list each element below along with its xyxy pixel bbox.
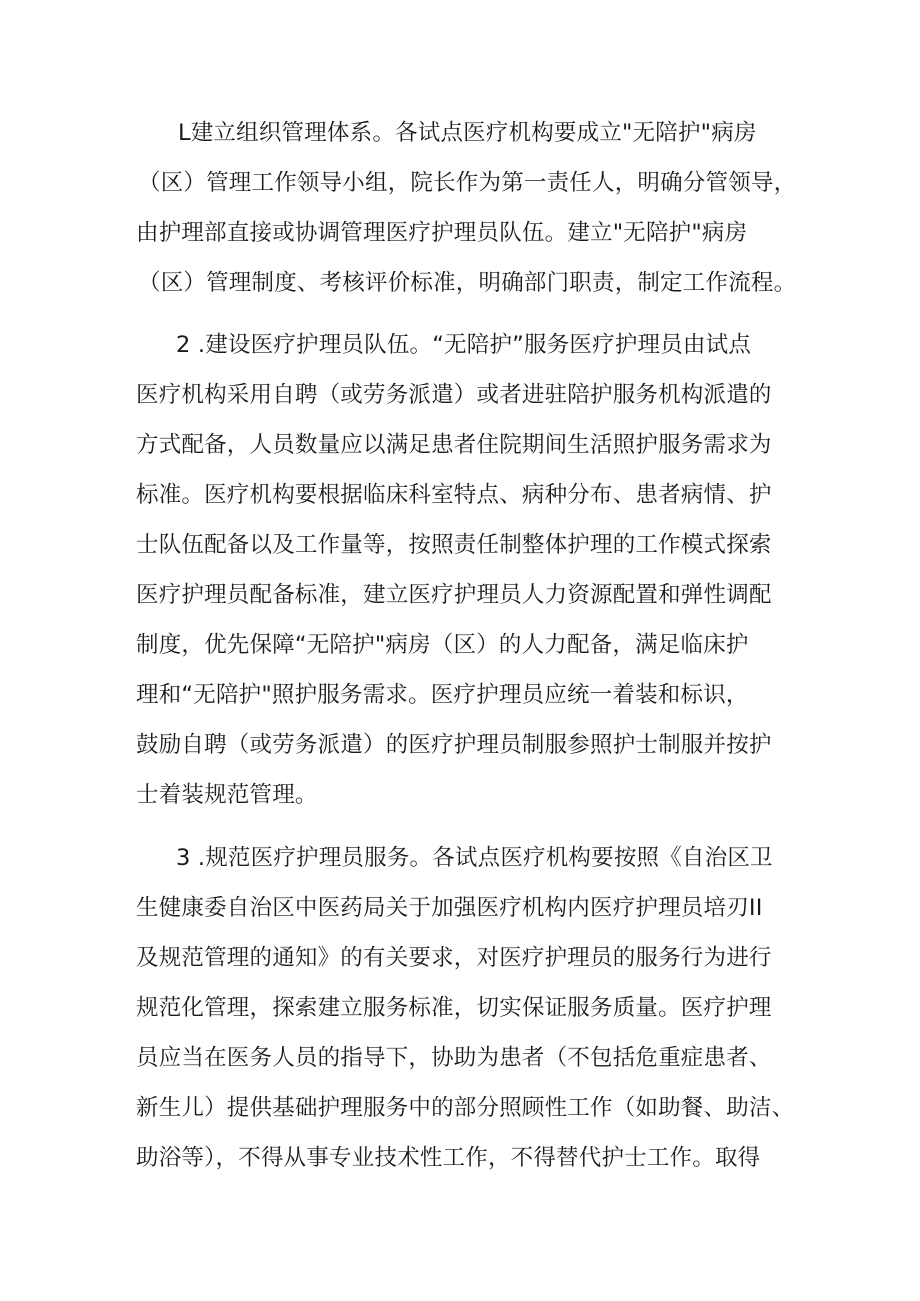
text-line: （区）管理制度、考核评价标准，明确部门职责，制定工作流程。 bbox=[138, 270, 797, 296]
text-line: 标准。医疗机构要根据临床科室特点、病种分布、患者病情、护 bbox=[136, 482, 772, 508]
text-line: 士队伍配备以及工作量等，按照责任制整体护理的工作模式探索 bbox=[136, 532, 772, 558]
text-line: 医疗机构采用自聘（或劳务派遣）或者进驻陪护服务机构派遣的 bbox=[136, 382, 772, 408]
text-line: 3 .规范医疗护理员服务。各试点医疗机构要按照《自治区卫 bbox=[176, 845, 773, 871]
text-line: 理和“无陪护"照护服务需求。医疗护理员应统一着装和标识， bbox=[136, 682, 749, 708]
text-line: L建立组织管理体系。各试点医疗机构要成立"无陪护"病房 bbox=[178, 120, 757, 146]
text-line: 医疗护理员配备标准，建立医疗护理员人力资源配置和弹性调配 bbox=[136, 582, 772, 608]
text-line: 士着装规范管理。 bbox=[136, 782, 318, 808]
text-line: 制度，优先保障“无陪护"病房（区）的人力配备，满足临床护 bbox=[136, 632, 749, 658]
text-line: （区）管理工作领导小组，院长作为第一责任人，明确分管领导， bbox=[138, 170, 797, 196]
text-line: 规范化管理，探索建立服务标准，切实保证服务质量。医疗护理 bbox=[136, 995, 772, 1021]
text-line: 生健康委自治区中医药局关于加强医疗机构内医疗护理员培刃II bbox=[136, 895, 763, 921]
text-line: 方式配备，人员数量应以满足患者住院期间生活照护服务需求为 bbox=[136, 432, 772, 458]
text-line: 2 .建设医疗护理员队伍。“无陪护”服务医疗护理员由试点 bbox=[176, 332, 752, 358]
text-line: 员应当在医务人员的指导下，协助为患者（不包括危重症患者、 bbox=[136, 1045, 772, 1071]
text-line: 及规范管理的通知》的有关要求，对医疗护理员的服务行为进行 bbox=[136, 945, 772, 971]
text-line: 鼓励自聘（或劳务派遣）的医疗护理员制服参照护士制服并按护 bbox=[136, 732, 772, 758]
text-line: 新生儿）提供基础护理服务中的部分照顾性工作（如助餐、助洁、 bbox=[136, 1095, 795, 1121]
text-line: 助浴等），不得从事专业技术性工作，不得替代护士工作。取得 bbox=[136, 1145, 761, 1171]
text-line: 由护理部直接或协调管理医疗护理员队伍。建立"无陪护"病房 bbox=[136, 220, 748, 246]
